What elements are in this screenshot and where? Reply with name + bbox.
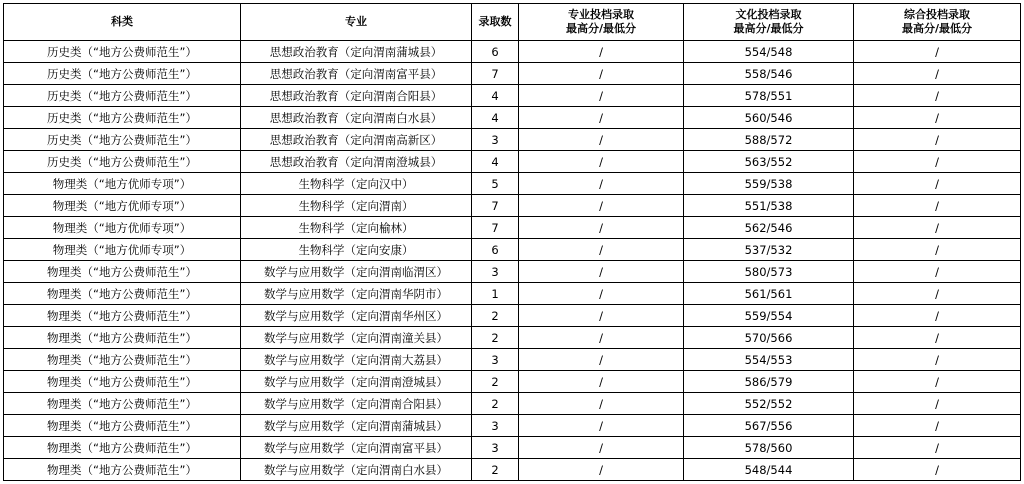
table-row [4,305,1021,327]
table-row [4,415,1021,437]
cell-cultural-score: 586/579 [684,371,854,393]
cell-cultural-score: 537/532 [684,239,854,261]
header-composite-line2: 最高分/最低分 [901,22,973,35]
admission-scores-table [3,3,1021,481]
cell-professional-score: / [519,217,684,239]
header-professional-line2: 最高分/最低分 [565,22,637,35]
table-row [4,85,1021,107]
cell-enrolled: 2 [472,327,519,349]
cell-composite-score: / [854,85,1021,107]
cell-professional-score: / [519,195,684,217]
cell-category: 物理类（“地方公费师范生”） [4,327,241,349]
table-row [4,63,1021,85]
cell-major: 数学与应用数学（定向渭南临渭区） [241,261,472,283]
cell-enrolled: 5 [472,173,519,195]
cell-cultural-score: 578/551 [684,85,854,107]
cell-composite-score: / [854,129,1021,151]
cell-category: 物理类（“地方公费师范生”） [4,261,241,283]
cell-category: 历史类（“地方公费师范生”） [4,85,241,107]
cell-composite-score: / [854,393,1021,415]
cell-category: 物理类（“地方优师专项”） [4,239,241,261]
header-enrolled: 录取数 [472,4,519,41]
cell-cultural-score: 551/538 [684,195,854,217]
cell-cultural-score: 561/561 [684,283,854,305]
cell-category: 物理类（“地方公费师范生”） [4,371,241,393]
cell-professional-score: / [519,415,684,437]
cell-category: 物理类（“地方公费师范生”） [4,437,241,459]
table-row [4,459,1021,481]
cell-enrolled: 3 [472,261,519,283]
cell-cultural-score: 588/572 [684,129,854,151]
cell-major: 数学与应用数学（定向渭南华州区） [241,305,472,327]
cell-cultural-score: 552/552 [684,393,854,415]
cell-cultural-score: 580/573 [684,261,854,283]
header-category: 科类 [4,4,241,41]
cell-composite-score: / [854,283,1021,305]
cell-major: 数学与应用数学（定向渭南合阳县） [241,393,472,415]
table-row [4,195,1021,217]
cell-cultural-score: 554/553 [684,349,854,371]
header-cultural-line2: 最高分/最低分 [733,22,804,35]
cell-cultural-score: 562/546 [684,217,854,239]
table-row [4,327,1021,349]
cell-composite-score: / [854,261,1021,283]
table-row [4,393,1021,415]
cell-cultural-score: 567/556 [684,415,854,437]
table-header [4,4,1021,41]
cell-professional-score: / [519,173,684,195]
cell-cultural-score: 570/566 [684,327,854,349]
cell-enrolled: 3 [472,415,519,437]
cell-major: 数学与应用数学（定向渭南白水县） [241,459,472,481]
cell-composite-score: / [854,371,1021,393]
header-professional-score [519,4,684,41]
cell-composite-score: / [854,107,1021,129]
cell-professional-score: / [519,85,684,107]
cell-category: 历史类（“地方公费师范生”） [4,41,241,63]
table-row [4,129,1021,151]
header-professional-line1: 专业投档录取 [568,8,634,21]
header-major: 专业 [241,4,472,41]
cell-category: 历史类（“地方公费师范生”） [4,129,241,151]
cell-enrolled: 3 [472,129,519,151]
table-body [4,41,1021,481]
cell-major: 生物科学（定向渭南） [241,195,472,217]
cell-cultural-score: 548/544 [684,459,854,481]
cell-composite-score: / [854,41,1021,63]
cell-major: 思想政治教育（定向渭南合阳县） [241,85,472,107]
cell-cultural-score: 554/548 [684,41,854,63]
cell-enrolled: 7 [472,195,519,217]
cell-major: 数学与应用数学（定向渭南潼关县） [241,327,472,349]
cell-cultural-score: 559/554 [684,305,854,327]
cell-category: 物理类（“地方优师专项”） [4,217,241,239]
cell-category: 物理类（“地方公费师范生”） [4,393,241,415]
table-row [4,151,1021,173]
cell-category: 历史类（“地方公费师范生”） [4,151,241,173]
cell-category: 物理类（“地方公费师范生”） [4,283,241,305]
cell-professional-score: / [519,63,684,85]
cell-composite-score: / [854,415,1021,437]
cell-major: 思想政治教育（定向渭南富平县） [241,63,472,85]
cell-professional-score: / [519,349,684,371]
cell-enrolled: 2 [472,305,519,327]
table-row [4,217,1021,239]
cell-category: 物理类（“地方公费师范生”） [4,349,241,371]
cell-cultural-score: 578/560 [684,437,854,459]
cell-enrolled: 4 [472,85,519,107]
cell-professional-score: / [519,107,684,129]
cell-enrolled: 2 [472,459,519,481]
cell-professional-score: / [519,305,684,327]
header-composite-line1: 综合投档录取 [904,8,970,21]
cell-professional-score: / [519,151,684,173]
cell-professional-score: / [519,393,684,415]
cell-category: 历史类（“地方公费师范生”） [4,63,241,85]
table-row [4,239,1021,261]
cell-enrolled: 4 [472,151,519,173]
cell-major: 思想政治教育（定向渭南蒲城县） [241,41,472,63]
cell-category: 物理类（“地方优师专项”） [4,173,241,195]
cell-composite-score: / [854,459,1021,481]
cell-professional-score: / [519,129,684,151]
cell-category: 历史类（“地方公费师范生”） [4,107,241,129]
cell-professional-score: / [519,459,684,481]
table-row [4,41,1021,63]
cell-enrolled: 6 [472,239,519,261]
cell-major: 数学与应用数学（定向渭南蒲城县） [241,415,472,437]
cell-cultural-score: 563/552 [684,151,854,173]
cell-professional-score: / [519,261,684,283]
table-row [4,107,1021,129]
cell-major: 数学与应用数学（定向渭南澄城县） [241,371,472,393]
cell-composite-score: / [854,151,1021,173]
header-cultural-score [684,4,854,41]
cell-major: 数学与应用数学（定向渭南华阴市） [241,283,472,305]
cell-cultural-score: 559/538 [684,173,854,195]
cell-professional-score: / [519,41,684,63]
cell-major: 思想政治教育（定向渭南高新区） [241,129,472,151]
cell-major: 思想政治教育（定向渭南澄城县） [241,151,472,173]
cell-cultural-score: 560/546 [684,107,854,129]
cell-major: 生物科学（定向榆林） [241,217,472,239]
table-row [4,371,1021,393]
cell-composite-score: / [854,305,1021,327]
cell-enrolled: 7 [472,63,519,85]
cell-major: 数学与应用数学（定向渭南大荔县） [241,349,472,371]
table-row [4,437,1021,459]
cell-enrolled: 7 [472,217,519,239]
cell-professional-score: / [519,371,684,393]
table-row [4,173,1021,195]
cell-enrolled: 2 [472,393,519,415]
table-row [4,283,1021,305]
cell-composite-score: / [854,217,1021,239]
cell-category: 物理类（“地方优师专项”） [4,195,241,217]
cell-enrolled: 2 [472,371,519,393]
cell-composite-score: / [854,195,1021,217]
cell-professional-score: / [519,283,684,305]
cell-enrolled: 3 [472,437,519,459]
table-row [4,261,1021,283]
cell-composite-score: / [854,63,1021,85]
header-composite-score [854,4,1021,41]
cell-category: 物理类（“地方公费师范生”） [4,305,241,327]
cell-professional-score: / [519,239,684,261]
header-row [4,4,1021,41]
cell-enrolled: 3 [472,349,519,371]
cell-enrolled: 4 [472,107,519,129]
cell-professional-score: / [519,327,684,349]
cell-major: 生物科学（定向安康） [241,239,472,261]
cell-composite-score: / [854,327,1021,349]
cell-category: 物理类（“地方公费师范生”） [4,459,241,481]
cell-enrolled: 6 [472,41,519,63]
cell-composite-score: / [854,239,1021,261]
cell-professional-score: / [519,437,684,459]
cell-composite-score: / [854,173,1021,195]
cell-composite-score: / [854,349,1021,371]
table-row [4,349,1021,371]
cell-composite-score: / [854,437,1021,459]
cell-category: 物理类（“地方公费师范生”） [4,415,241,437]
cell-enrolled: 1 [472,283,519,305]
cell-major: 数学与应用数学（定向渭南富平县） [241,437,472,459]
cell-major: 思想政治教育（定向渭南白水县） [241,107,472,129]
cell-major: 生物科学（定向汉中） [241,173,472,195]
cell-cultural-score: 558/546 [684,63,854,85]
header-cultural-line1: 文化投档录取 [735,8,802,21]
